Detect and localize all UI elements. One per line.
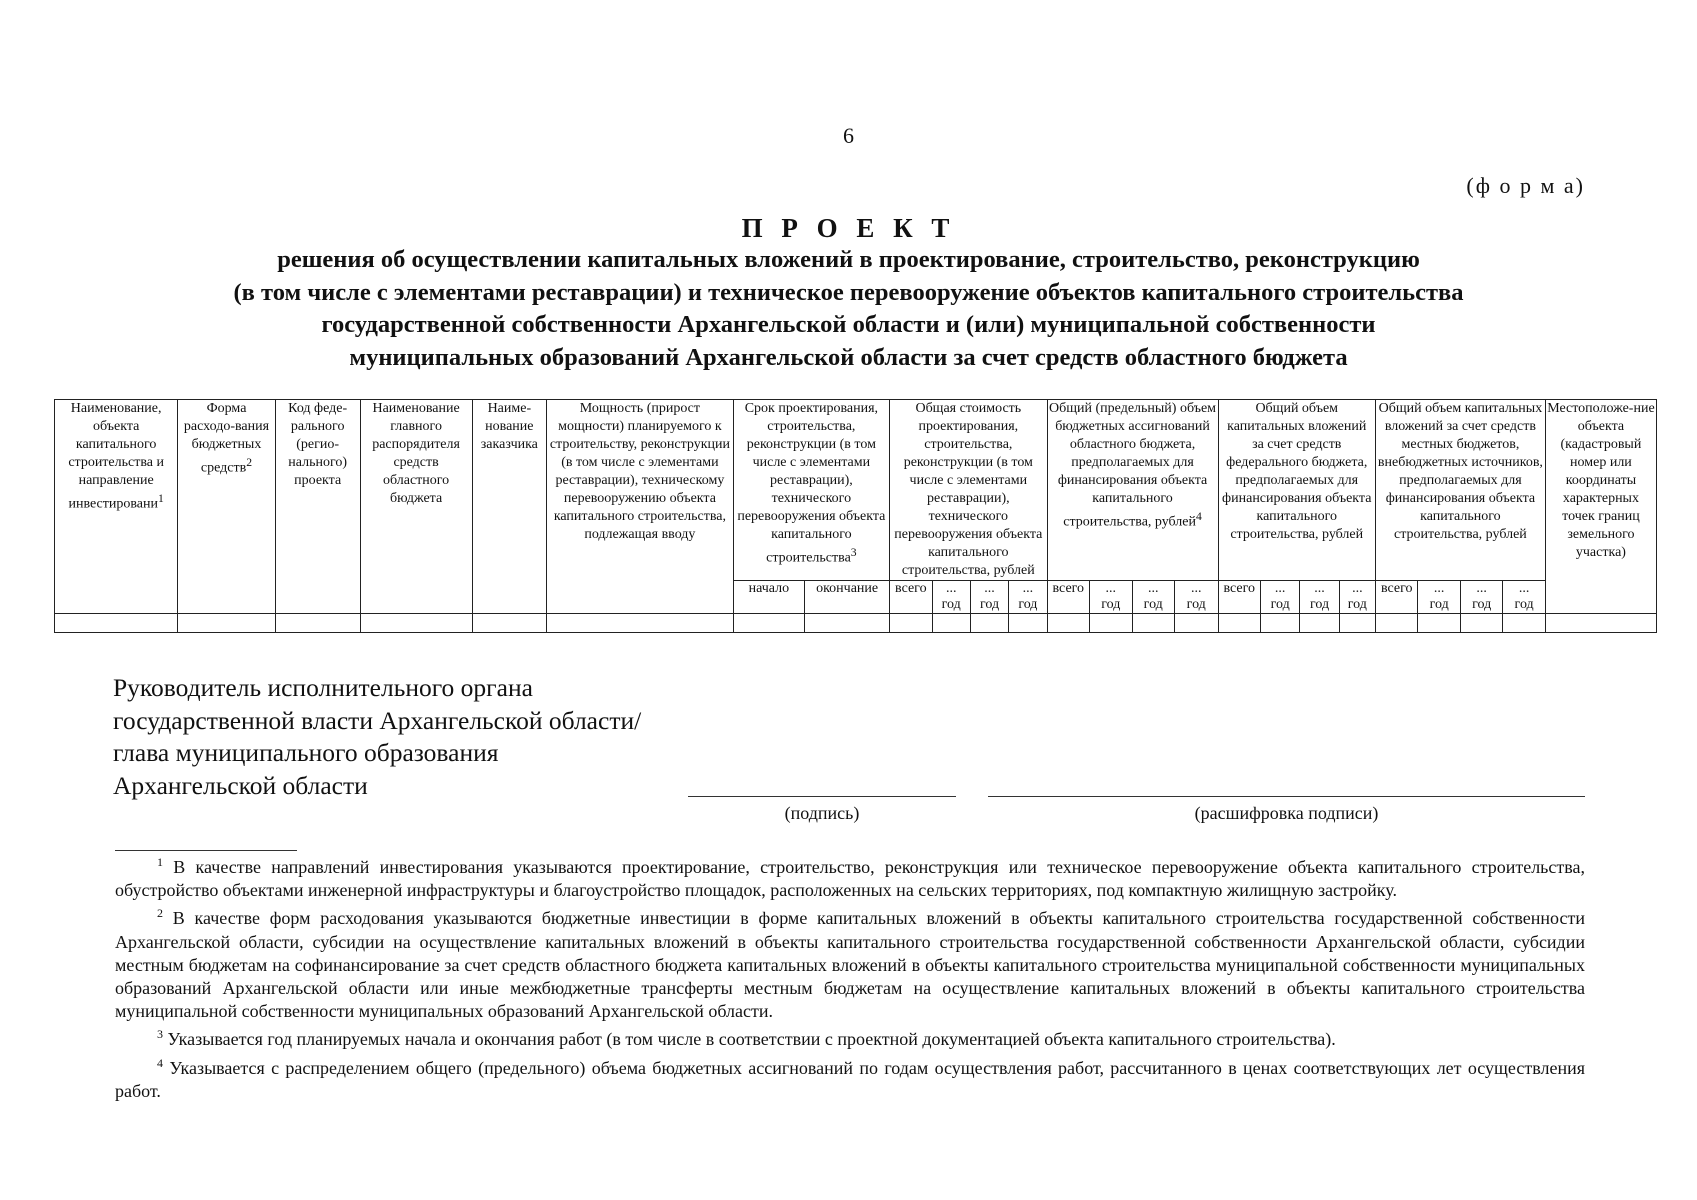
title-line-4: муниципальных образований Архангельской области за счет средств областного бюджета (349, 343, 1348, 371)
signatory-title (113, 672, 641, 802)
title-line-2: (в том числе с элементами реставрации) и техническое перевооружение объектов капитального строительства (233, 278, 1464, 306)
table-row-empty (55, 614, 1657, 633)
footnotes (115, 851, 1585, 1103)
subheader-year: ... год (1260, 581, 1299, 614)
subheader-year: ... год (970, 581, 1008, 614)
signatory-line-2: государственной власти Архангельской области/ (113, 705, 642, 735)
footnote-1: $^1$ В качестве направлений инвестирования указываются проектирование, строительство, реконструкция или техническое перевооружение объекта капитального строительства, обустройство объектами инженерной инфраструктуры и благоустройство площадок, расположенных на сельских территориях, под компактную жилищную застройку. (115, 855, 1585, 901)
header-capacity: Мощность (прирост мощности) планируемого к строительству, реконструкции (в том числе с элементами реставрации), техническому перевооружению объекта капитального строительства, подлежащая вводу (547, 400, 734, 614)
header-local-budget: Общий объем капитальных вложений за счет средств местных бюджетов, внебюджетных источников, предполагаемых для финансирования объекта капитального строительства, рублей (1375, 400, 1545, 581)
header-period: Срок проектирования, строительства, реконструкции (в том числе с элементами реставрации), технического перевооружения объекта капитального строительства$^3$ (733, 400, 889, 581)
title-main: П Р О Е К Т (741, 213, 956, 243)
title-line-3: государственной собственности Архангельской области и (или) муниципальной собственности (321, 311, 1376, 338)
decoding-caption: (расшифровка подписи) (1194, 803, 1379, 823)
header-location: Местоположе-ние объекта (кадастровый номер или координаты характерных точек границ земельного участка) (1545, 400, 1656, 614)
header-customer: Наиме-нование заказчика (472, 400, 547, 614)
title-line-1: решения об осуществлении капитальных вложений в проектирование, строительство, реконструкцию (277, 246, 1420, 273)
header-object-name: Наименование, объекта капитального строительства и направление инвестировани$^1$ (55, 400, 178, 614)
page-number: 6 (843, 123, 854, 148)
subheader-end: окончание (805, 581, 890, 614)
subheader-year: ... год (1174, 581, 1218, 614)
header-budget-manager: Наименование главного распорядителя средств областного бюджета (360, 400, 472, 614)
document-title (0, 212, 1697, 374)
subheader-year: ... год (1300, 581, 1339, 614)
header-regional-budget: Общий (предельный) объем бюджетных ассигнований областного бюджета, предполагаемых для финансирования объекта капитального строительства, рублей$^4$ (1047, 400, 1218, 581)
signature-line (688, 796, 956, 797)
signatory-line-1: Руководитель исполнительного органа (113, 673, 533, 702)
subheader-year: ... год (1418, 581, 1460, 614)
subheader-year: ... год (1339, 581, 1375, 614)
subheader-start: начало (733, 581, 804, 614)
footnote-3: $^3$ Указывается год планируемых начала и окончания работ (в том числе в соответствии с проектной документацией объекта капитального строительства). (157, 1027, 1336, 1050)
subheader-year: ... год (1132, 581, 1174, 614)
subheader-year: ... год (1503, 581, 1545, 614)
decoding-line (988, 796, 1585, 797)
header-federal-budget: Общий объем капитальных вложений за счет средств федерального бюджета, предполагаемых для финансирования объекта капитального строительства, рублей (1218, 400, 1375, 581)
form-table (54, 399, 1657, 633)
signatory-line-4: Архангельской области (113, 770, 368, 800)
subheader-total: всего (1047, 581, 1089, 614)
footnote-2: $^2$ В качестве форм расходования указываются бюджетные инвестиции в форме капитальных вложений в объекты капитального строительства государственной собственности Архангельской области, субсидии на осуществление капитальных вложений в объекты капитального строительства государственной собственности Архангельской области, субсидии местным бюджетам на софинансирование за счет средств областного бюджета капитальных вложений в объекты капитального строительства муниципальной собственности муниципальных образований Архангельской области или иные межбюджетные трансферты местным бюджетам на осуществление капитальных вложений в объекты капитального строительства муниципальной собственности муниципальных образований Архангельской области. (115, 906, 1585, 1022)
header-total-cost: Общая стоимость проектирования, строительства, реконструкции (в том числе с элементами реставрации), технического перевооружения объекта капитального строительства, рублей (890, 400, 1047, 581)
subheader-year: ... год (1460, 581, 1502, 614)
subheader-year: ... год (932, 581, 970, 614)
signatory-line-3: глава муниципального образования (113, 738, 499, 767)
form-label: (ф о р м а) (1466, 173, 1585, 198)
subheader-year: ... год (1009, 581, 1047, 614)
header-project-code: Код феде-рального (регио-нального) проекта (275, 400, 360, 614)
header-spending-form: Форма расходо-вания бюджетных средств$^2$ (178, 400, 275, 614)
subheader-year: ... год (1090, 581, 1132, 614)
signature-caption: (подпись) (784, 803, 860, 823)
subheader-total: всего (1218, 581, 1260, 614)
footnote-4: $^4$ Указывается с распределением общего (предельного) объема бюджетных ассигнований по годам осуществления работ, рассчитанного в ценах соответствующих лет осуществления работ. (115, 1055, 1585, 1101)
subheader-total: всего (1375, 581, 1417, 614)
subheader-total: всего (890, 581, 932, 614)
